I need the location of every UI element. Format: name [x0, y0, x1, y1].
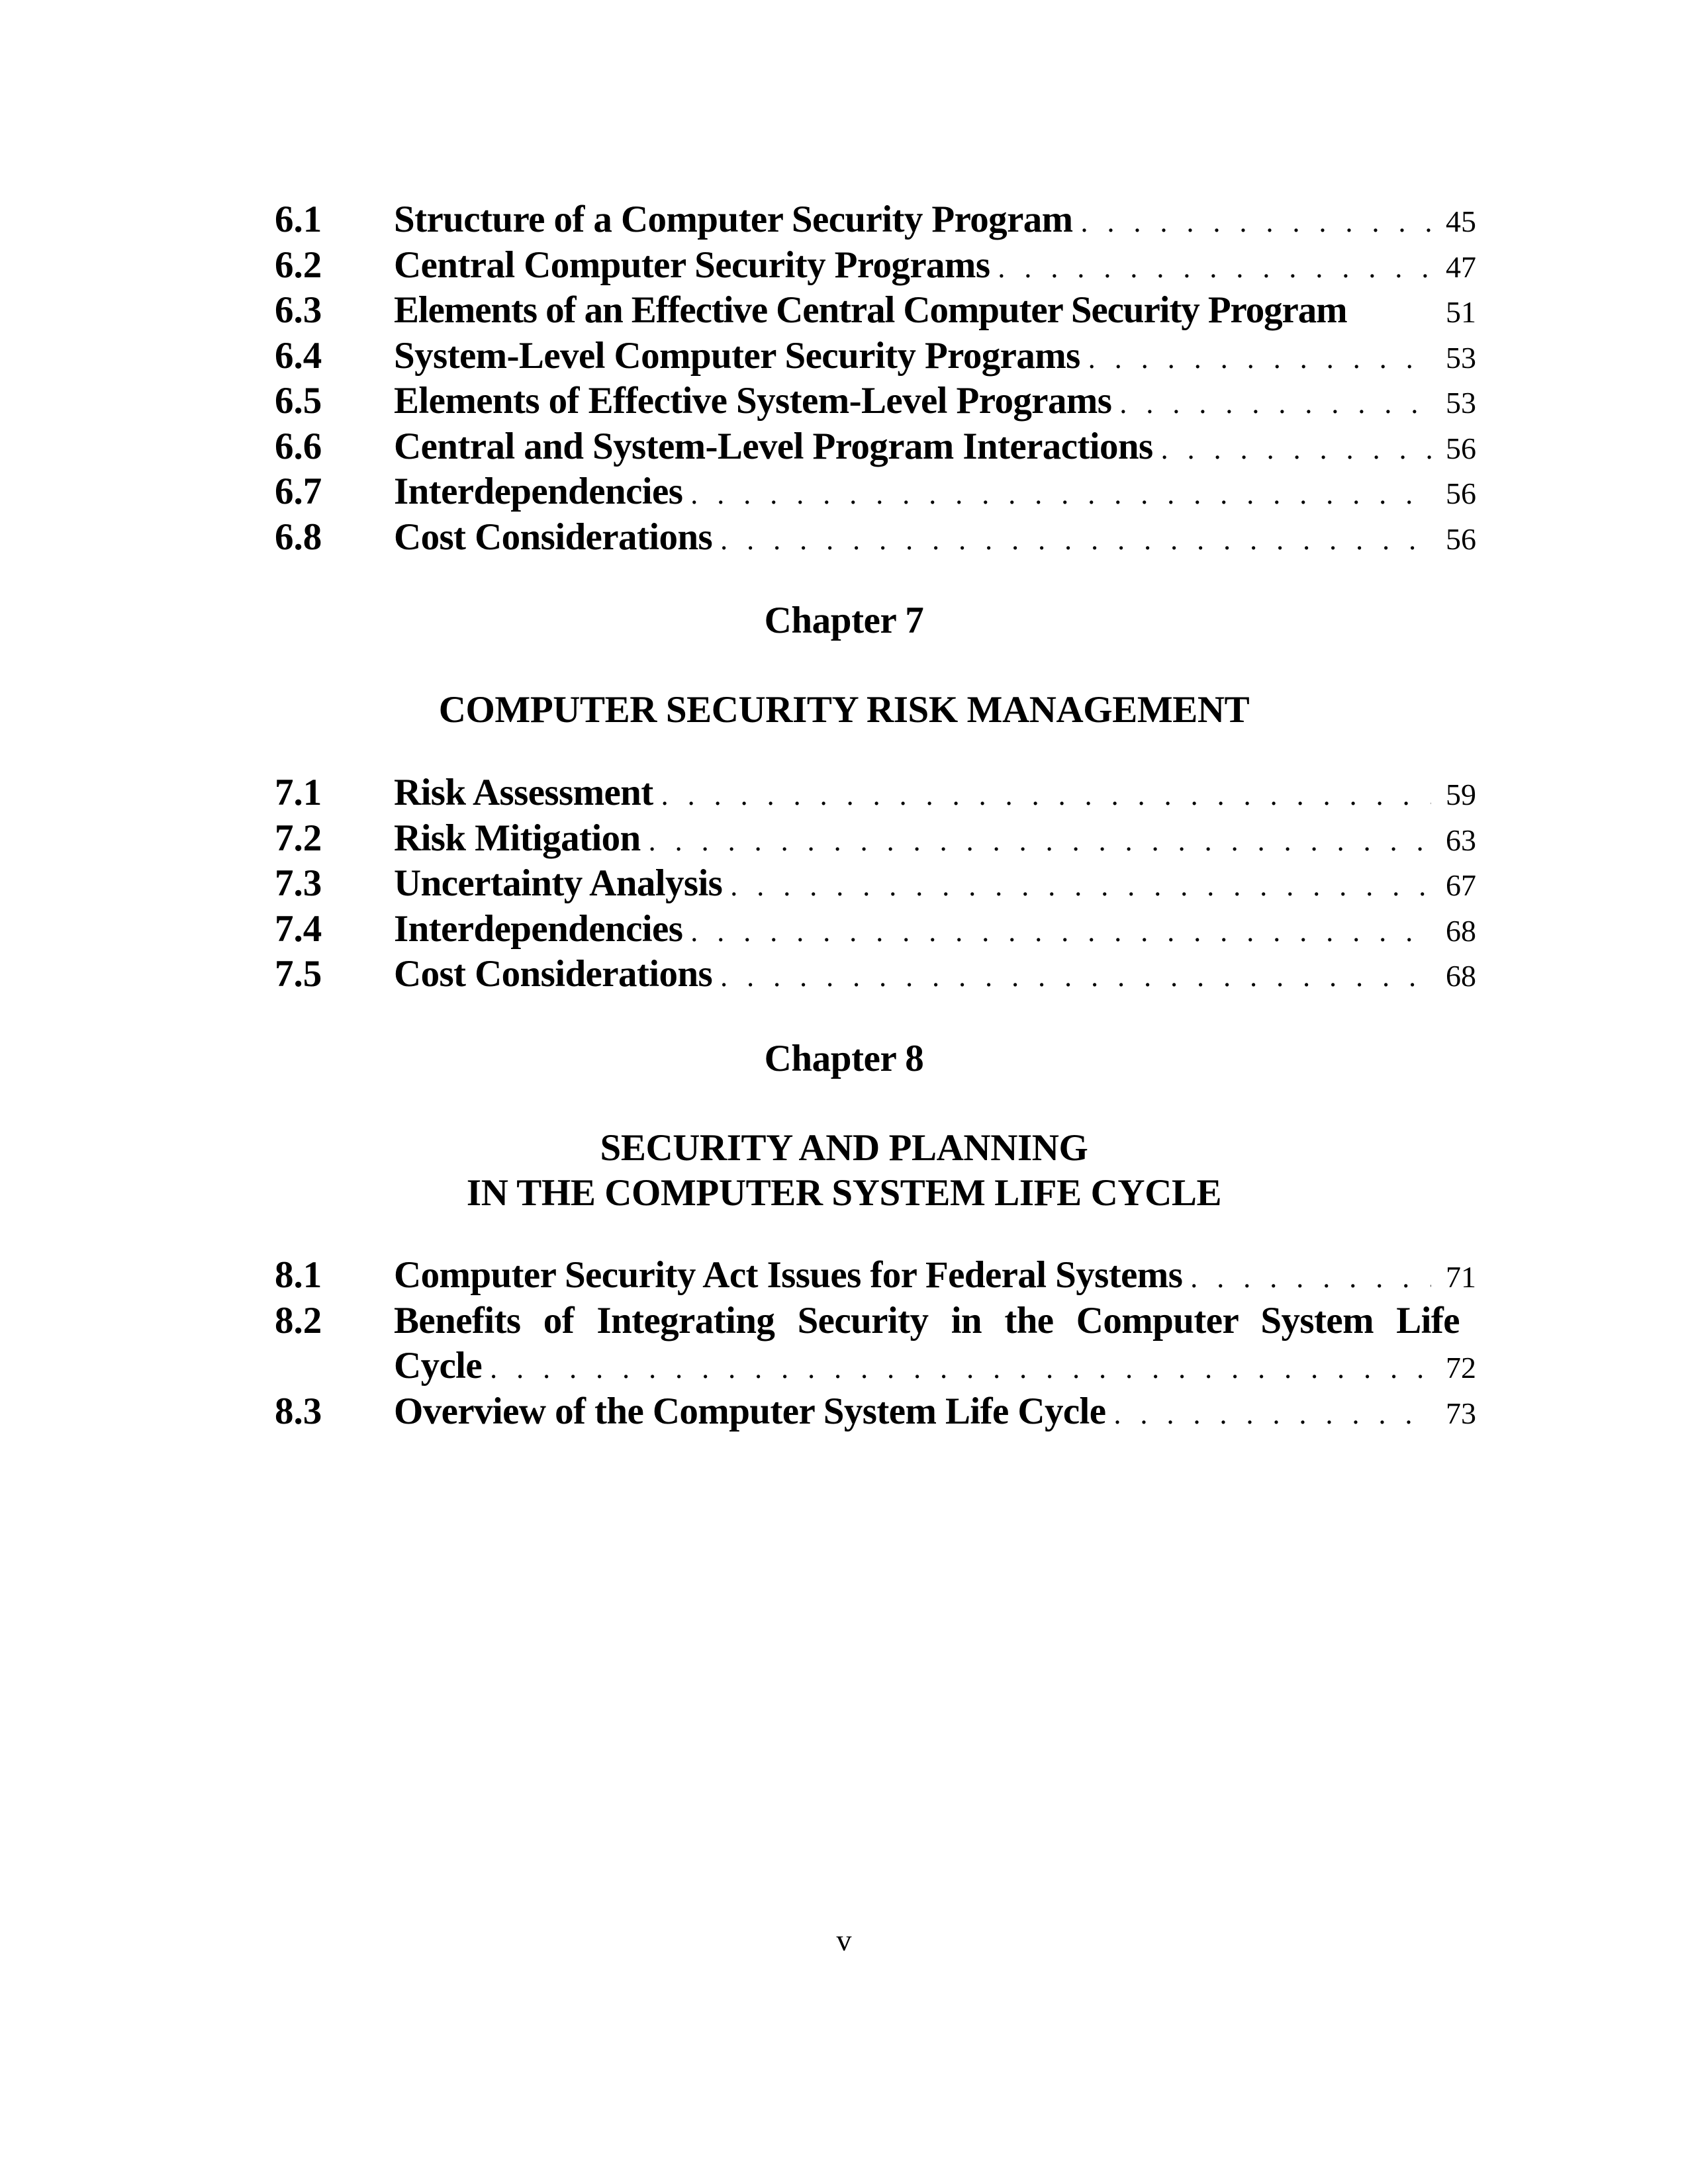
dot-leader [1161, 427, 1431, 473]
section-number: 7.2 [275, 817, 322, 859]
page-number: v [836, 1923, 852, 1957]
section-title: Cost Considerations [394, 953, 713, 995]
section-number: 7.1 [275, 772, 322, 813]
section-number: 7.3 [275, 862, 322, 904]
section-number: 8.3 [275, 1390, 322, 1432]
section-number: 6.3 [275, 289, 322, 331]
toc-entry-continuation[interactable] [275, 1343, 1476, 1389]
toc-entry[interactable] [275, 770, 1476, 816]
toc-entry[interactable] [275, 379, 1476, 424]
page-ref: 56 [1446, 522, 1476, 556]
page-ref: 53 [1446, 340, 1476, 375]
dot-leader [1119, 381, 1431, 427]
page-ref: 45 [1446, 205, 1476, 238]
section-number: 6.4 [275, 334, 322, 377]
toc-chapter-8-sections [275, 1253, 1476, 1434]
page-ref: 47 [1446, 250, 1476, 284]
dot-leader [690, 909, 1431, 955]
page-ref: 56 [1446, 477, 1476, 510]
dot-leader [1081, 200, 1431, 246]
section-number: 6.5 [275, 380, 322, 422]
section-number: 6.7 [275, 471, 322, 512]
chapter-label: Chapter 7 [764, 600, 924, 641]
page-ref: 67 [1446, 868, 1476, 902]
page-ref: 53 [1446, 386, 1476, 420]
section-title-continuation: Cycle [394, 1345, 483, 1387]
dot-leader [1113, 1392, 1431, 1437]
section-title: Elements of Effective System-Level Programs [394, 380, 1112, 422]
section-title: System-Level Computer Security Programs [394, 334, 1080, 377]
section-title: Benefits of Integrating Security in the Computer System Life [394, 1299, 1460, 1342]
toc-entry[interactable] [275, 288, 1476, 334]
section-number: 7.5 [275, 953, 322, 995]
section-number: 6.6 [275, 425, 322, 467]
toc-entry[interactable] [275, 816, 1476, 862]
toc-entry[interactable] [275, 334, 1476, 379]
page-ref: 56 [1446, 431, 1476, 465]
page-ref: 59 [1446, 778, 1476, 811]
page-ref: 63 [1446, 823, 1476, 857]
dot-leader [998, 246, 1431, 291]
section-title: Central Computer Security Programs [394, 244, 990, 286]
page-ref: 71 [1446, 1260, 1476, 1294]
section-title: Risk Mitigation [394, 817, 641, 859]
toc-entry[interactable] [275, 197, 1476, 243]
dot-leader [490, 1346, 1431, 1392]
dot-leader [690, 472, 1431, 518]
page-ref: 72 [1446, 1351, 1476, 1385]
section-title: Risk Assessment [394, 772, 653, 813]
section-title: Uncertainty Analysis [394, 862, 723, 904]
dot-leader [730, 864, 1431, 909]
toc-entry[interactable] [275, 469, 1476, 515]
section-title: Overview of the Computer System Life Cycle [394, 1390, 1106, 1432]
toc-entry[interactable] [275, 424, 1476, 470]
section-number: 7.4 [275, 907, 322, 950]
toc-chapter-7-sections [275, 770, 1476, 997]
dot-leader [649, 819, 1431, 864]
toc-entry[interactable] [275, 952, 1476, 997]
dot-leader [720, 518, 1431, 563]
toc-entry[interactable] [275, 1389, 1476, 1435]
dot-leader [1190, 1255, 1431, 1301]
chapter-label: Chapter 8 [764, 1038, 924, 1079]
toc-entry[interactable] [275, 1298, 1476, 1344]
section-number: 6.1 [275, 199, 322, 240]
chapter-title-line-2: IN THE COMPUTER SYSTEM LIFE CYCLE [466, 1172, 1222, 1214]
chapter-title: COMPUTER SECURITY RISK MANAGEMENT [438, 689, 1250, 731]
toc-chapter-6-sections [275, 197, 1476, 560]
toc-entry[interactable] [275, 1253, 1476, 1298]
dot-leader [1088, 336, 1431, 382]
toc-entry[interactable] [275, 861, 1476, 907]
section-number: 8.1 [275, 1254, 322, 1296]
page-ref: 73 [1446, 1396, 1476, 1430]
page-ref: 68 [1446, 959, 1476, 993]
section-title: Elements of an Effective Central Computer Security Program [394, 289, 1347, 331]
section-number: 6.2 [275, 244, 322, 286]
toc-entry[interactable] [275, 243, 1476, 289]
section-title: Computer Security Act Issues for Federal Systems [394, 1254, 1183, 1296]
dot-leader [720, 954, 1431, 1000]
section-title: Central and System-Level Program Interactions [394, 425, 1153, 467]
section-number: 8.2 [275, 1299, 322, 1342]
section-title: Cost Considerations [394, 516, 713, 558]
dot-leader [661, 773, 1431, 819]
page-ref: 68 [1446, 913, 1476, 948]
section-title: Interdependencies [394, 907, 683, 950]
section-title: Interdependencies [394, 471, 683, 512]
toc-entry[interactable] [275, 515, 1476, 561]
section-number: 6.8 [275, 516, 322, 558]
chapter-title-line-1: SECURITY AND PLANNING [600, 1127, 1088, 1169]
toc-entry[interactable] [275, 907, 1476, 952]
section-title: Structure of a Computer Security Program [394, 199, 1073, 240]
page-ref: 51 [1446, 295, 1476, 329]
